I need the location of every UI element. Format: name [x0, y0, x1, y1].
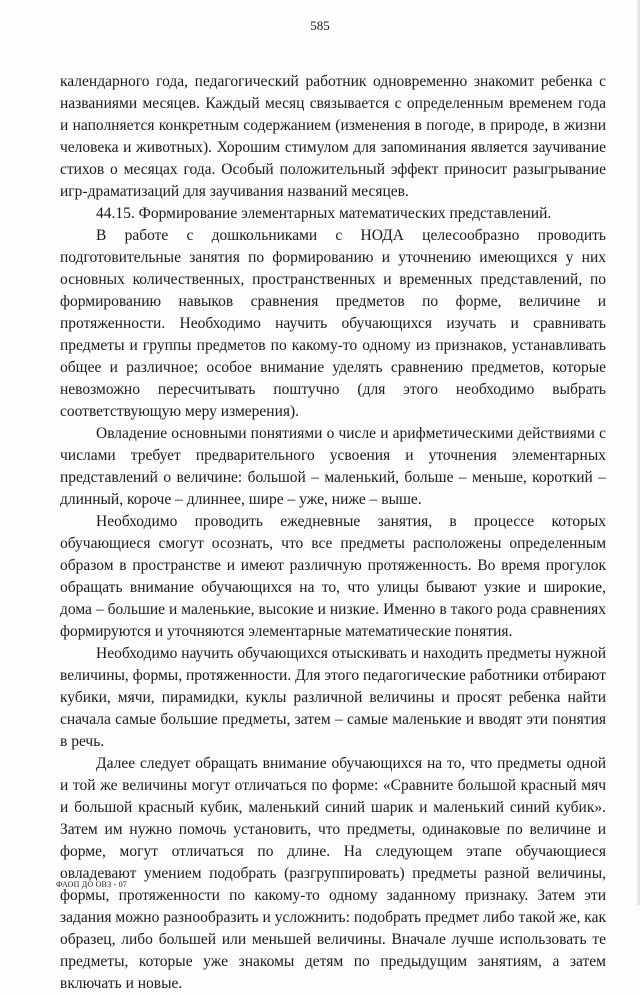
paragraph: В работе с дошкольниками с НОДА целесообразно проводить подготовительные занятия по формированию и уточнению имеющихся у них основных количественных, пространственных и временных представлений, по формированию навыков сравнения предметов по форме, величине и протяженности. Необходимо научить обучающихся изучать и сравнивать предметы и группы предметов по какому-то одному из признаков, устанавливать общее и различное; особое внимание уделять сравнению предметов, которые невозможно пересчитывать поштучно (для этого необходимо выбрать соответствующую меру измерения).: [60, 227, 606, 420]
paragraph: Необходимо проводить ежедневные занятия, в процессе которых обучающиеся смогут осознать, что все предметы расположены определенным образом в пространстве и имеют различную протяженность. Во время прогулок обращать внимание обучающихся на то, что улицы бывают узкие и широкие, дома – большие и маленькие, высокие и низкие. Именно в такого рода сравнениях формируются и уточняются элементарные математические понятия.: [60, 513, 606, 640]
paragraph: календарного года, педагогический работник одновременно знакомит ребенка с названиями месяцев. Каждый месяц связывается с определенным временем года и наполняется конкретным содержанием (изменения в погоде, в природе, в жизни человека и животных). Хорошим стимулом для запоминания является заучивание стихов о месяцах года. Особый положительный эффект приносит разыгрывание игр-драматизаций для заучивания названий месяцев.: [60, 73, 606, 200]
page-number: 585: [310, 18, 330, 33]
document-footer: ФАОП ДО ОВЗ - 07: [56, 880, 127, 889]
paragraph: Далее следует обращать внимание обучающихся на то, что предметы одной и той же величины могут отличаться по форме: «Сравните большой красный мяч и большой красный кубик, маленький синий шарик и маленький синий кубик». Затем им нужно помочь установить, что предметы, одинаковые по величине и форме, могут отличаться по длине. На следующем этапе обучающиеся овладевают умением подобрать (разгруппировать) предметы разной величины, формы, протяженности по какому-то одному заданному признаку. Затем эти задания можно разнообразить и усложнить: подобрать предмет либо такой же, как образец, либо большей или меньшей величины. Вначале лучше использовать те предметы, которые уже знакомы детям по предыдущим занятиям, а затем включать и новые.: [60, 755, 606, 992]
scan-edge-shadow: [636, 0, 640, 905]
document-body: [60, 71, 606, 995]
paragraph: Овладение основными понятиями о числе и арифметическими действиями с числами требует предварительного усвоения и уточнения элементарных представлений о величине: большой – маленький, больше – меньше, короткий – длинный, короче – длиннее, шире – уже, ниже – выше.: [60, 425, 606, 508]
paragraph: Необходимо научить обучающихся отыскивать и находить предметы нужной величины, формы, протяженности. Для этого педагогические работники отбирают кубики, мячи, пирамидки, куклы различной величины и просят ребенка найти сначала самые большие предметы, затем – самые маленькие и вводят эти понятия в речь.: [60, 645, 606, 750]
section-heading: 44.15. Формирование элементарных математических представлений.: [96, 205, 552, 222]
